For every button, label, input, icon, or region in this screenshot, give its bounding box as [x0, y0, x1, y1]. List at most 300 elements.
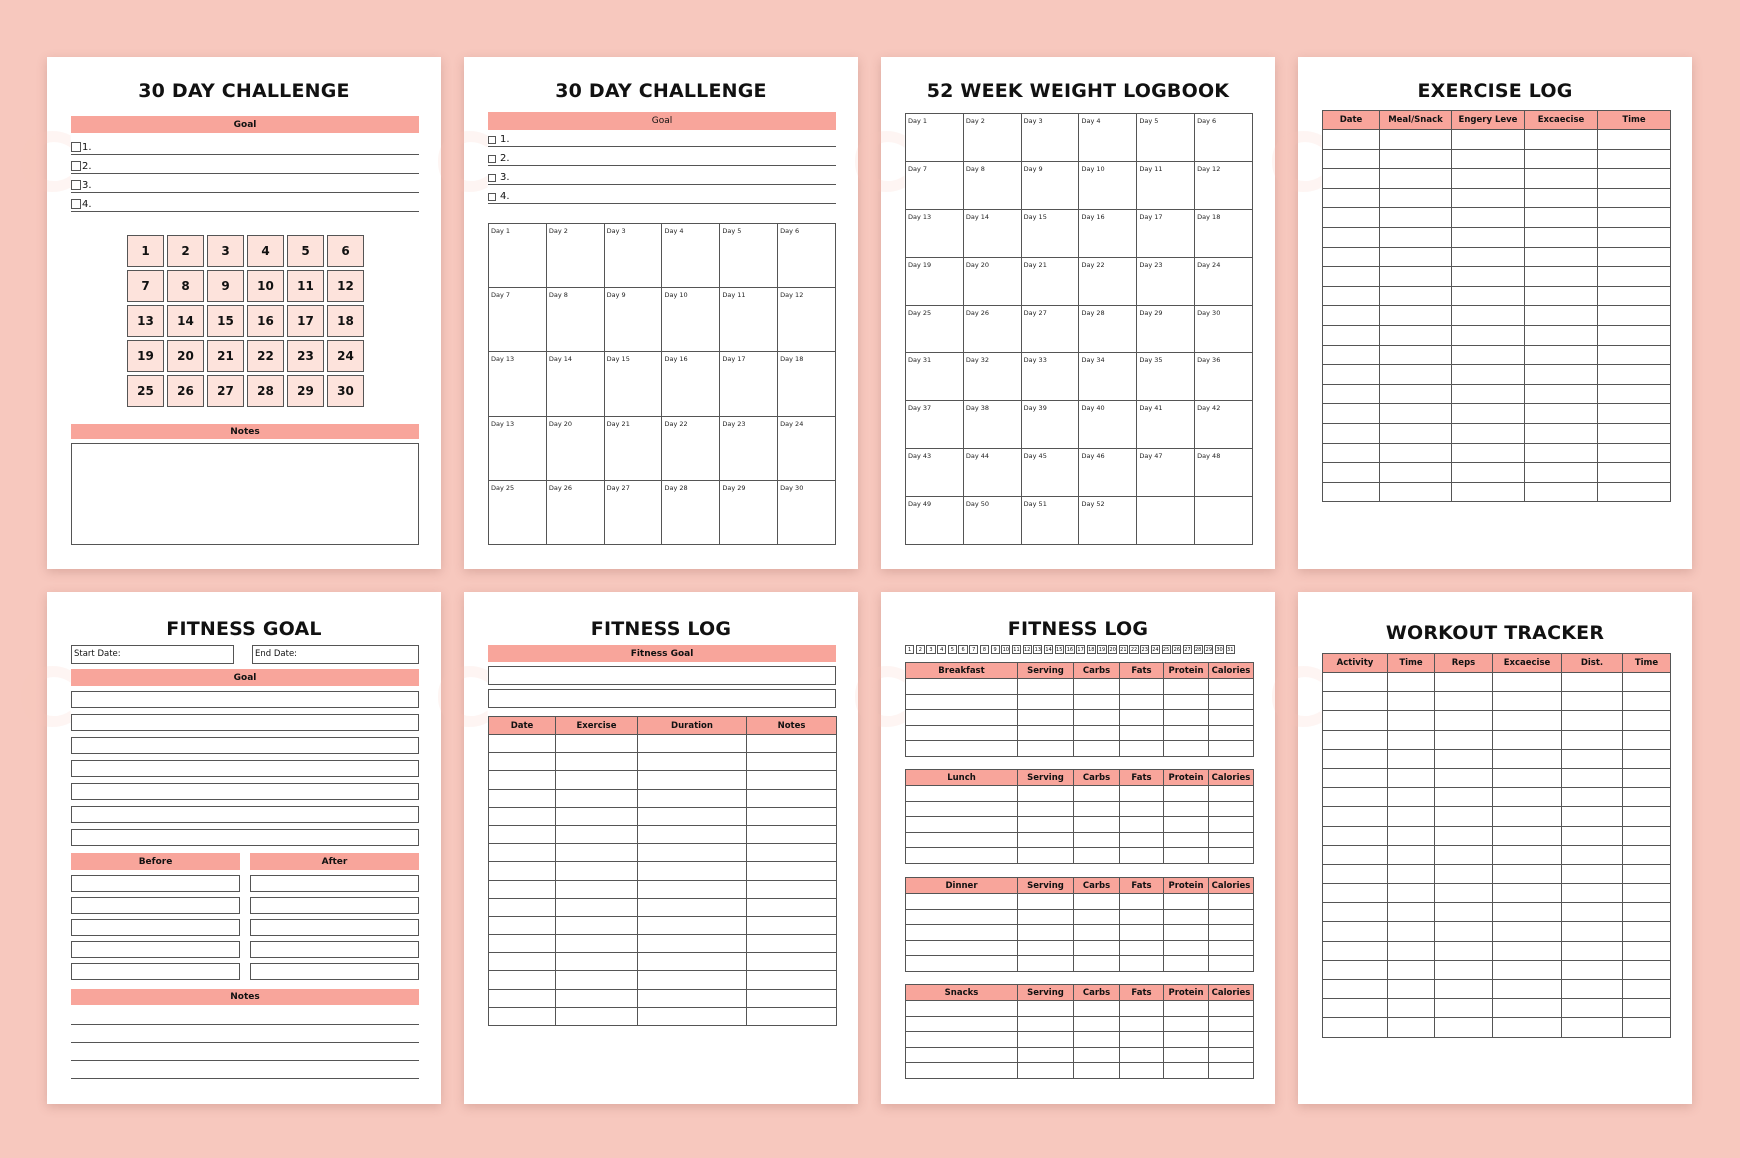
- day-cell[interactable]: Day 3: [605, 224, 663, 288]
- day-number[interactable]: 8: [980, 645, 989, 654]
- table-cell[interactable]: [1525, 188, 1598, 208]
- table-cell[interactable]: [1435, 826, 1493, 845]
- table-cell[interactable]: [1380, 404, 1452, 424]
- table-cell[interactable]: [556, 1007, 638, 1025]
- table-cell[interactable]: [1388, 673, 1435, 692]
- table-cell[interactable]: [1452, 227, 1525, 247]
- table-cell[interactable]: [1209, 956, 1254, 972]
- day-number[interactable]: 2: [916, 645, 925, 654]
- table-cell[interactable]: [638, 862, 747, 880]
- table-cell[interactable]: [1018, 786, 1074, 802]
- table-cell[interactable]: [1164, 848, 1209, 864]
- day-cell[interactable]: Day 22: [662, 417, 720, 481]
- checkbox[interactable]: [71, 142, 81, 152]
- checkbox[interactable]: [71, 180, 81, 190]
- table-cell[interactable]: [1598, 443, 1671, 463]
- checkbox[interactable]: [488, 136, 496, 144]
- day-cell[interactable]: 23: [287, 340, 324, 372]
- day-number[interactable]: 20: [1109, 646, 1116, 653]
- day-cell[interactable]: Day 29: [1137, 306, 1195, 354]
- table-cell[interactable]: [1452, 169, 1525, 189]
- day-cell[interactable]: Day 45: [1022, 449, 1080, 497]
- table-cell[interactable]: [489, 935, 556, 953]
- table-cell[interactable]: [1388, 826, 1435, 845]
- table-cell[interactable]: [1452, 286, 1525, 306]
- day-cell[interactable]: Day 46: [1079, 449, 1137, 497]
- day-cell[interactable]: Day 23: [1137, 258, 1195, 306]
- table-cell[interactable]: [1074, 848, 1120, 864]
- table-cell[interactable]: [1018, 710, 1074, 726]
- table-cell[interactable]: [1452, 188, 1525, 208]
- table-cell[interactable]: [1435, 807, 1493, 826]
- day-cell[interactable]: Day 6: [778, 224, 836, 288]
- table-cell[interactable]: [1525, 423, 1598, 443]
- day-cell[interactable]: 25: [127, 375, 164, 407]
- table-cell[interactable]: [1435, 922, 1493, 941]
- day-cell[interactable]: 21: [207, 340, 244, 372]
- table-cell[interactable]: [1388, 730, 1435, 749]
- day-number[interactable]: 28: [1194, 646, 1202, 653]
- table-cell[interactable]: [1323, 384, 1380, 404]
- day-cell[interactable]: Day 7: [489, 288, 547, 352]
- table-cell[interactable]: [1209, 786, 1254, 802]
- table-cell[interactable]: [556, 844, 638, 862]
- table-cell[interactable]: [1018, 679, 1074, 695]
- table-cell[interactable]: [489, 971, 556, 989]
- table-cell[interactable]: [1435, 788, 1493, 807]
- table-cell[interactable]: [1598, 286, 1671, 306]
- table-cell[interactable]: [1493, 788, 1562, 807]
- day-number[interactable]: 17: [1077, 646, 1084, 653]
- table-cell[interactable]: [906, 940, 1018, 956]
- day-cell[interactable]: Day 39: [1022, 401, 1080, 449]
- table-cell[interactable]: [1120, 694, 1164, 710]
- table-cell[interactable]: [1598, 404, 1671, 424]
- table-cell[interactable]: [906, 1063, 1018, 1079]
- day-cell[interactable]: Day 52: [1079, 497, 1137, 545]
- table-cell[interactable]: [1018, 1063, 1074, 1079]
- day-cell[interactable]: 10: [247, 270, 284, 302]
- table-cell[interactable]: [1388, 807, 1435, 826]
- table-cell[interactable]: [1120, 925, 1164, 941]
- table-cell[interactable]: [489, 807, 556, 825]
- table-cell[interactable]: [1323, 711, 1388, 730]
- day-cell[interactable]: Day 13: [489, 352, 547, 416]
- table-cell[interactable]: [1623, 692, 1671, 711]
- day-cell[interactable]: [1195, 497, 1253, 545]
- table-cell[interactable]: [1018, 1032, 1074, 1048]
- table-cell[interactable]: [1598, 130, 1671, 150]
- day-number[interactable]: 30: [1216, 646, 1223, 653]
- table-cell[interactable]: [1525, 227, 1598, 247]
- table-cell[interactable]: [1074, 894, 1120, 910]
- day-cell[interactable]: 26: [167, 375, 204, 407]
- table-cell[interactable]: [1018, 817, 1074, 833]
- day-cell[interactable]: Day 36: [1195, 353, 1253, 401]
- table-cell[interactable]: [1380, 482, 1452, 502]
- table-cell[interactable]: [906, 694, 1018, 710]
- table-cell[interactable]: [1388, 768, 1435, 787]
- table-cell[interactable]: [1452, 247, 1525, 267]
- table-cell[interactable]: [906, 909, 1018, 925]
- table-cell[interactable]: [1120, 1016, 1164, 1032]
- table-cell[interactable]: [1598, 208, 1671, 228]
- table-cell[interactable]: [1380, 286, 1452, 306]
- day-cell[interactable]: 24: [327, 340, 364, 372]
- table-cell[interactable]: [556, 953, 638, 971]
- table-cell[interactable]: [1074, 741, 1120, 757]
- table-cell[interactable]: [1323, 267, 1380, 287]
- table-cell[interactable]: [1164, 679, 1209, 695]
- table-cell[interactable]: [906, 679, 1018, 695]
- day-cell[interactable]: Day 21: [605, 417, 663, 481]
- table-cell[interactable]: [906, 925, 1018, 941]
- table-cell[interactable]: [1493, 884, 1562, 903]
- day-number[interactable]: 23: [1141, 646, 1148, 653]
- day-cell[interactable]: 27: [207, 375, 244, 407]
- table-cell[interactable]: [1323, 423, 1380, 443]
- table-cell[interactable]: [906, 817, 1018, 833]
- table-cell[interactable]: [1164, 894, 1209, 910]
- table-cell[interactable]: [747, 989, 837, 1007]
- table-cell[interactable]: [1323, 443, 1380, 463]
- goal-line[interactable]: [71, 173, 419, 193]
- table-cell[interactable]: [1120, 817, 1164, 833]
- table-cell[interactable]: [1323, 788, 1388, 807]
- table-cell[interactable]: [1493, 941, 1562, 960]
- day-cell[interactable]: Day 26: [964, 306, 1022, 354]
- day-number[interactable]: 1: [905, 645, 914, 654]
- fitness-goal-line-2[interactable]: [488, 689, 836, 708]
- table-cell[interactable]: [1209, 940, 1254, 956]
- table-cell[interactable]: [1525, 384, 1598, 404]
- table-cell[interactable]: [1525, 169, 1598, 189]
- table-cell[interactable]: [1562, 807, 1623, 826]
- table-cell[interactable]: [1380, 365, 1452, 385]
- before-line[interactable]: [71, 919, 240, 936]
- table-cell[interactable]: [1452, 149, 1525, 169]
- table-cell[interactable]: [1493, 1018, 1562, 1037]
- day-cell[interactable]: 16: [247, 305, 284, 337]
- table-cell[interactable]: [556, 862, 638, 880]
- table-cell[interactable]: [1493, 826, 1562, 845]
- table-cell[interactable]: [1493, 845, 1562, 864]
- after-line[interactable]: [250, 919, 419, 936]
- notes-line[interactable]: [71, 1043, 419, 1061]
- notes-line[interactable]: [71, 1007, 419, 1025]
- table-cell[interactable]: [1493, 999, 1562, 1018]
- table-cell[interactable]: [1452, 404, 1525, 424]
- table-cell[interactable]: [1074, 1001, 1120, 1017]
- table-cell[interactable]: [1380, 247, 1452, 267]
- table-cell[interactable]: [489, 789, 556, 807]
- day-cell[interactable]: 1: [127, 235, 164, 267]
- table-cell[interactable]: [1323, 286, 1380, 306]
- table-cell[interactable]: [1323, 227, 1380, 247]
- table-cell[interactable]: [1018, 1047, 1074, 1063]
- table-cell[interactable]: [1388, 1018, 1435, 1037]
- table-cell[interactable]: [1562, 903, 1623, 922]
- table-cell[interactable]: [1209, 925, 1254, 941]
- table-cell[interactable]: [1380, 325, 1452, 345]
- table-cell[interactable]: [1323, 149, 1380, 169]
- table-cell[interactable]: [1018, 694, 1074, 710]
- table-cell[interactable]: [1562, 960, 1623, 979]
- table-cell[interactable]: [1380, 169, 1452, 189]
- table-cell[interactable]: [1452, 384, 1525, 404]
- table-cell[interactable]: [1525, 463, 1598, 483]
- table-cell[interactable]: [1323, 130, 1380, 150]
- day-cell[interactable]: Day 23: [720, 417, 778, 481]
- table-cell[interactable]: [1164, 786, 1209, 802]
- day-cell[interactable]: Day 13: [489, 417, 547, 481]
- day-cell[interactable]: Day 40: [1079, 401, 1137, 449]
- table-cell[interactable]: [556, 916, 638, 934]
- table-cell[interactable]: [1435, 730, 1493, 749]
- day-cell[interactable]: Day 20: [964, 258, 1022, 306]
- table-cell[interactable]: [1074, 925, 1120, 941]
- day-number[interactable]: 19: [1098, 646, 1106, 653]
- table-cell[interactable]: [1323, 922, 1388, 941]
- goal-line[interactable]: [71, 154, 419, 174]
- day-cell[interactable]: Day 9: [605, 288, 663, 352]
- table-cell[interactable]: [1018, 894, 1074, 910]
- table-cell[interactable]: [1598, 463, 1671, 483]
- before-line[interactable]: [71, 875, 240, 892]
- table-cell[interactable]: [1623, 980, 1671, 999]
- table-cell[interactable]: [489, 862, 556, 880]
- table-cell[interactable]: [1493, 960, 1562, 979]
- day-cell[interactable]: Day 14: [964, 210, 1022, 258]
- table-cell[interactable]: [556, 989, 638, 1007]
- table-cell[interactable]: [1623, 941, 1671, 960]
- table-cell[interactable]: [1018, 801, 1074, 817]
- table-cell[interactable]: [1323, 807, 1388, 826]
- table-cell[interactable]: [1164, 725, 1209, 741]
- table-cell[interactable]: [638, 898, 747, 916]
- table-cell[interactable]: [1623, 730, 1671, 749]
- table-cell[interactable]: [489, 880, 556, 898]
- day-cell[interactable]: Day 41: [1137, 401, 1195, 449]
- table-cell[interactable]: [1323, 673, 1388, 692]
- table-cell[interactable]: [1323, 463, 1380, 483]
- table-cell[interactable]: [638, 971, 747, 989]
- table-cell[interactable]: [1493, 768, 1562, 787]
- table-cell[interactable]: [906, 832, 1018, 848]
- table-cell[interactable]: [1525, 365, 1598, 385]
- table-cell[interactable]: [1623, 807, 1671, 826]
- day-cell[interactable]: Day 19: [906, 258, 964, 306]
- day-number[interactable]: 11: [1013, 646, 1020, 653]
- day-cell[interactable]: Day 37: [906, 401, 964, 449]
- day-cell[interactable]: 30: [327, 375, 364, 407]
- table-cell[interactable]: [638, 735, 747, 753]
- day-cell[interactable]: Day 47: [1137, 449, 1195, 497]
- table-cell[interactable]: [1388, 941, 1435, 960]
- table-cell[interactable]: [1323, 365, 1380, 385]
- day-number[interactable]: 4: [937, 645, 946, 654]
- goal-line[interactable]: [488, 165, 836, 185]
- table-cell[interactable]: [1435, 980, 1493, 999]
- table-cell[interactable]: [1323, 980, 1388, 999]
- table-cell[interactable]: [556, 807, 638, 825]
- day-cell[interactable]: Day 30: [778, 481, 836, 545]
- day-number[interactable]: 26: [1173, 646, 1180, 653]
- table-cell[interactable]: [1562, 768, 1623, 787]
- table-cell[interactable]: [1209, 817, 1254, 833]
- table-cell[interactable]: [1074, 694, 1120, 710]
- start-date-field[interactable]: Start Date:: [71, 645, 234, 664]
- table-cell[interactable]: [1623, 788, 1671, 807]
- table-cell[interactable]: [1323, 692, 1388, 711]
- day-cell[interactable]: Day 2: [964, 114, 1022, 162]
- day-number[interactable]: 7: [969, 645, 978, 654]
- table-cell[interactable]: [1164, 925, 1209, 941]
- table-cell[interactable]: [1323, 845, 1388, 864]
- table-cell[interactable]: [1380, 149, 1452, 169]
- table-cell[interactable]: [556, 771, 638, 789]
- table-cell[interactable]: [1388, 980, 1435, 999]
- day-cell[interactable]: Day 5: [720, 224, 778, 288]
- table-cell[interactable]: [1598, 149, 1671, 169]
- table-cell[interactable]: [1598, 306, 1671, 326]
- table-cell[interactable]: [1435, 673, 1493, 692]
- before-line[interactable]: [71, 897, 240, 914]
- table-cell[interactable]: [1209, 679, 1254, 695]
- day-cell[interactable]: Day 50: [964, 497, 1022, 545]
- day-cell[interactable]: Day 1: [489, 224, 547, 288]
- day-cell[interactable]: 8: [167, 270, 204, 302]
- day-cell[interactable]: Day 8: [964, 162, 1022, 210]
- day-cell[interactable]: Day 8: [547, 288, 605, 352]
- day-cell[interactable]: Day 27: [1022, 306, 1080, 354]
- table-cell[interactable]: [1525, 267, 1598, 287]
- day-cell[interactable]: 17: [287, 305, 324, 337]
- table-cell[interactable]: [1209, 832, 1254, 848]
- day-cell[interactable]: 12: [327, 270, 364, 302]
- table-cell[interactable]: [1018, 1001, 1074, 1017]
- table-cell[interactable]: [489, 735, 556, 753]
- table-cell[interactable]: [1388, 922, 1435, 941]
- day-cell[interactable]: Day 22: [1079, 258, 1137, 306]
- table-cell[interactable]: [1493, 903, 1562, 922]
- table-cell[interactable]: [1074, 940, 1120, 956]
- table-cell[interactable]: [1018, 848, 1074, 864]
- day-number[interactable]: 5: [948, 645, 957, 654]
- day-cell[interactable]: Day 25: [489, 481, 547, 545]
- table-cell[interactable]: [906, 1032, 1018, 1048]
- table-cell[interactable]: [1435, 941, 1493, 960]
- table-cell[interactable]: [1525, 325, 1598, 345]
- table-cell[interactable]: [747, 1007, 837, 1025]
- table-cell[interactable]: [638, 989, 747, 1007]
- table-cell[interactable]: [1120, 679, 1164, 695]
- table-cell[interactable]: [1562, 884, 1623, 903]
- table-cell[interactable]: [638, 753, 747, 771]
- table-cell[interactable]: [638, 844, 747, 862]
- day-cell[interactable]: Day 16: [1079, 210, 1137, 258]
- before-line[interactable]: [71, 941, 240, 958]
- day-number[interactable]: 10: [1002, 646, 1009, 653]
- day-number[interactable]: 14: [1045, 646, 1052, 653]
- table-cell[interactable]: [1493, 692, 1562, 711]
- table-cell[interactable]: [1562, 673, 1623, 692]
- table-cell[interactable]: [1120, 1032, 1164, 1048]
- table-cell[interactable]: [1323, 749, 1388, 768]
- table-cell[interactable]: [556, 735, 638, 753]
- table-cell[interactable]: [1598, 188, 1671, 208]
- table-cell[interactable]: [1562, 941, 1623, 960]
- table-cell[interactable]: [1435, 711, 1493, 730]
- table-cell[interactable]: [1435, 749, 1493, 768]
- table-cell[interactable]: [1493, 922, 1562, 941]
- table-cell[interactable]: [1209, 741, 1254, 757]
- table-cell[interactable]: [1493, 730, 1562, 749]
- table-cell[interactable]: [1120, 725, 1164, 741]
- day-number[interactable]: 9: [991, 645, 1000, 654]
- day-number[interactable]: 18: [1088, 646, 1095, 653]
- table-cell[interactable]: [1209, 1001, 1254, 1017]
- table-cell[interactable]: [1452, 345, 1525, 365]
- table-cell[interactable]: [1388, 711, 1435, 730]
- table-cell[interactable]: [1525, 404, 1598, 424]
- day-cell[interactable]: [1137, 497, 1195, 545]
- table-cell[interactable]: [1018, 940, 1074, 956]
- day-cell[interactable]: Day 20: [547, 417, 605, 481]
- table-cell[interactable]: [747, 753, 837, 771]
- table-cell[interactable]: [1323, 864, 1388, 883]
- table-cell[interactable]: [1623, 673, 1671, 692]
- day-cell[interactable]: Day 12: [778, 288, 836, 352]
- goal-line[interactable]: [71, 783, 419, 800]
- table-cell[interactable]: [1380, 227, 1452, 247]
- table-cell[interactable]: [1209, 725, 1254, 741]
- table-cell[interactable]: [1164, 817, 1209, 833]
- table-cell[interactable]: [1598, 482, 1671, 502]
- table-cell[interactable]: [1323, 404, 1380, 424]
- table-cell[interactable]: [1623, 922, 1671, 941]
- table-cell[interactable]: [1120, 894, 1164, 910]
- table-cell[interactable]: [747, 844, 837, 862]
- end-date-field[interactable]: End Date:: [252, 645, 419, 664]
- table-cell[interactable]: [1323, 482, 1380, 502]
- table-cell[interactable]: [1074, 956, 1120, 972]
- day-cell[interactable]: 11: [287, 270, 324, 302]
- table-cell[interactable]: [1323, 188, 1380, 208]
- table-cell[interactable]: [1525, 149, 1598, 169]
- table-cell[interactable]: [1323, 826, 1388, 845]
- table-cell[interactable]: [1388, 788, 1435, 807]
- day-cell[interactable]: Day 13: [906, 210, 964, 258]
- table-cell[interactable]: [1209, 1063, 1254, 1079]
- table-cell[interactable]: [1623, 903, 1671, 922]
- goal-line[interactable]: [488, 146, 836, 166]
- table-cell[interactable]: [1164, 1001, 1209, 1017]
- day-cell[interactable]: Day 5: [1137, 114, 1195, 162]
- table-cell[interactable]: [1598, 365, 1671, 385]
- table-cell[interactable]: [906, 786, 1018, 802]
- table-cell[interactable]: [906, 741, 1018, 757]
- day-cell[interactable]: 18: [327, 305, 364, 337]
- table-cell[interactable]: [638, 935, 747, 953]
- day-number[interactable]: 21: [1120, 646, 1127, 653]
- table-cell[interactable]: [1120, 710, 1164, 726]
- table-cell[interactable]: [1018, 1016, 1074, 1032]
- day-cell[interactable]: Day 2: [547, 224, 605, 288]
- table-cell[interactable]: [1623, 1018, 1671, 1037]
- checkbox[interactable]: [488, 155, 496, 163]
- table-cell[interactable]: [1452, 463, 1525, 483]
